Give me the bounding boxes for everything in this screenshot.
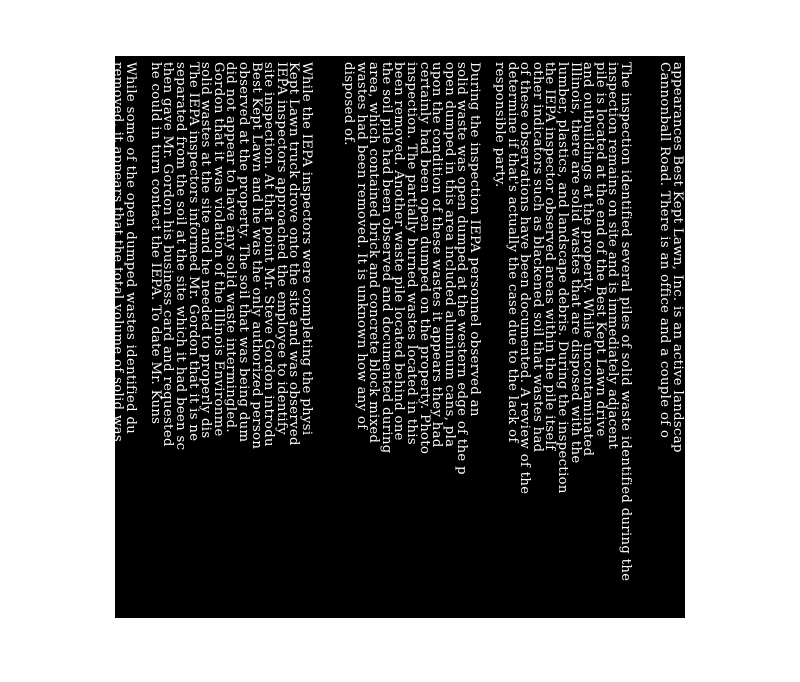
scanned-document-page: [97, 56, 685, 618]
text-line: Illinois, there are solid wastes that are disposed with the: [567, 62, 583, 464]
text-line: then gave Mr. Gordon his business card and requested: [160, 62, 176, 447]
text-line: the soil pile had been observed and documented during: [378, 62, 394, 454]
text-line: removed, it appears that the total volume of solid was: [110, 62, 126, 442]
text-line: wastes had been removed. It is unknown how any of: [353, 62, 369, 430]
text-line: observed at the property. The soil that was being dum: [236, 62, 252, 443]
text-line: upon the condition of these wastes it appears they had: [429, 62, 445, 448]
paragraph-1: [658, 62, 683, 682]
text-line: IEPA inspectors approached the employee to identify: [273, 62, 289, 436]
page-number-marker: 2: [107, 524, 116, 530]
text-line: Best Kept Lawn and he was the only authorized person: [248, 62, 264, 450]
rotated-text-layer: [97, 56, 685, 618]
text-line: open dumped in this area included aluminum cans, pla: [441, 62, 457, 448]
text-line: Gordon that it was violation of the Illinois Environme: [210, 62, 226, 437]
text-line: the IEPA inspector observed areas within the pile itself: [542, 62, 558, 451]
text-line: appearances Best Kept Lawn, Inc. is an active landscap: [670, 62, 685, 453]
text-line: certainly had been open dumped on the property. Photo: [416, 62, 432, 455]
text-line: While some of the open dumped wastes identified du: [122, 62, 138, 435]
text-line: During the inspection IEPA personnel observed an: [467, 62, 482, 417]
text-line: solid waste was open dumped at the western edge of the p: [454, 62, 470, 475]
text-line: pile is located at the end of the Best Kept Lawn drive: [592, 62, 608, 437]
text-line: inspection. The partially burned wastes located in this: [404, 62, 420, 446]
paragraph-2: [492, 62, 631, 682]
text-line: and outbuildings at the property. While uncontaminated: [580, 62, 596, 457]
text-line: responsible party.: [492, 62, 508, 188]
text-line: been removed. Another waste pile located behind one: [391, 62, 407, 441]
text-line: site inspection. At that point Mr. Steve Gordon introdu: [261, 62, 277, 447]
text-line: he could in turn contact the IEPA. To date Mr. Kuns: [147, 62, 163, 425]
text-line: area, which contained brick and concrete block mixed: [366, 62, 382, 444]
text-line: of these observations have been documented. A review of the: [517, 62, 533, 495]
text-line: The IEPA inspectors informed Mr. Gordon that it is ne: [185, 62, 201, 442]
text-line: did not appear to have any solid waste intermingled.: [223, 62, 239, 433]
text-line: other indicators such as blackened soil that wastes had: [529, 62, 545, 453]
paragraph-3: [341, 62, 480, 682]
text-line: separated from the soil at the site which it had been sc: [173, 62, 189, 451]
text-line: The inspection identified several piles of solid waste identified during the: [618, 62, 633, 582]
text-line: inspection remains on site and is immediately adjacent: [605, 62, 621, 450]
text-line: lumber, plastics, and landscape debris. During the inspection: [555, 62, 571, 494]
text-line: While the IEPA inspectors were completing the physi: [299, 62, 314, 436]
text-line: disposed of.: [341, 62, 357, 146]
text-line: Cannonball Road. There is an office and a couple of o: [657, 62, 673, 439]
text-line: increased since the complaint inspection. It also appe: [97, 62, 113, 442]
text-line: Kept Lawn truck drove onto the site and was observed: [286, 62, 302, 446]
text-line: determine if that's actually the case due to the lack of: [504, 62, 520, 443]
text-line: solid wastes at the site and he needed to properly dis: [198, 62, 214, 439]
paragraph-4: [98, 62, 312, 682]
